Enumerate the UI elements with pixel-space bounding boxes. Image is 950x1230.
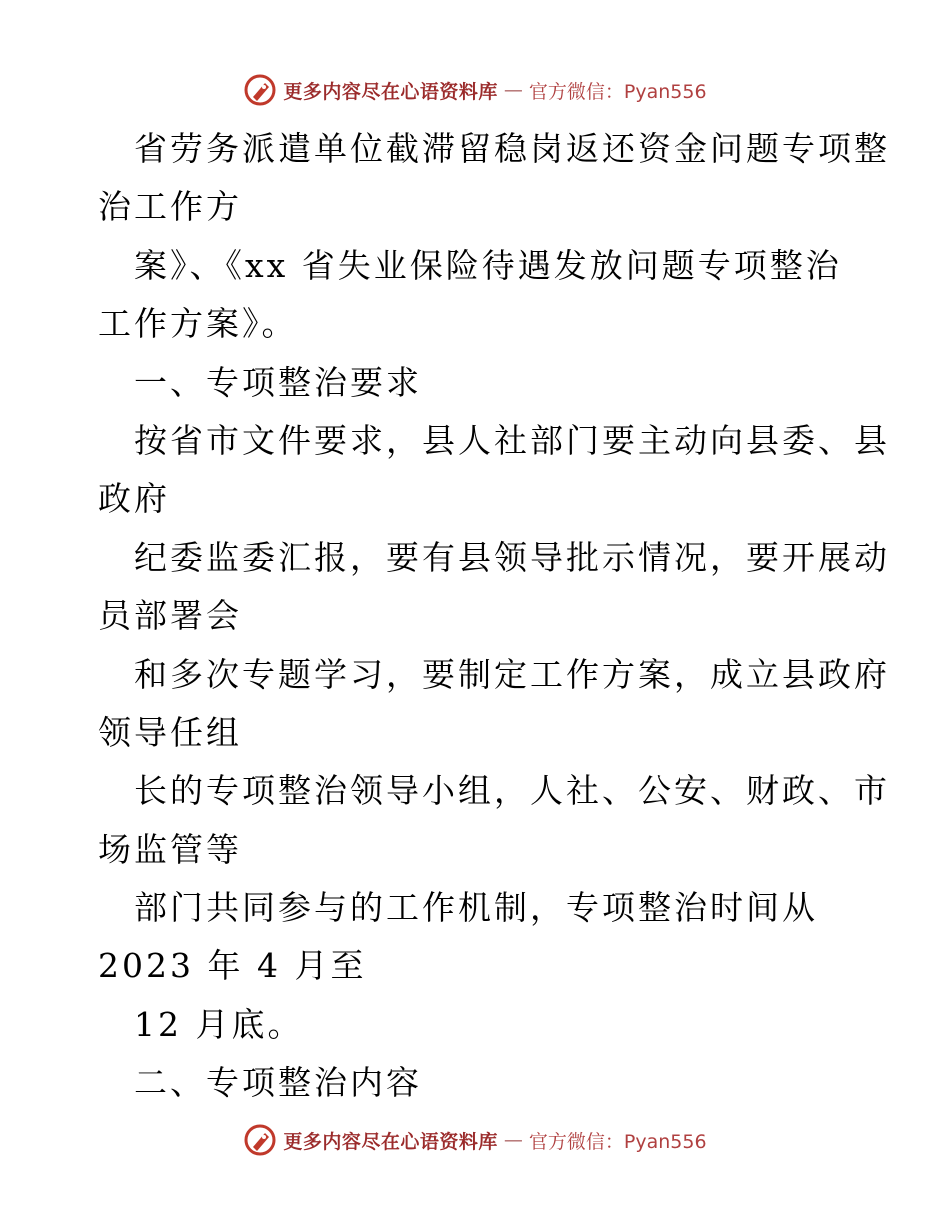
text-line: 省劳务派遣单位截滞留稳岗返还资金问题专项整 (134, 129, 890, 168)
watermark-site-name: 更多内容尽在心语资料库 (283, 1130, 498, 1153)
text-line: 员部署会 (98, 596, 242, 636)
pen-nib-logo-icon (243, 73, 277, 107)
text-line: 长的专项整治领导小组，人社、公安、财政、市 (134, 771, 890, 811)
watermark-site-name: 更多内容尽在心语资料库 (283, 80, 498, 103)
text-line: 场监管等 (98, 829, 242, 869)
header-watermark (0, 70, 950, 110)
text-line: 纪委监委汇报，要有县领导批示情况，要开展动 (134, 537, 890, 577)
text-line: 12 月底。 (134, 1004, 304, 1044)
text-line: 治工作方 (98, 187, 242, 227)
watermark-separator: — (503, 1129, 523, 1151)
text-line: 和多次专题学习，要制定工作方案，成立县政府 (134, 654, 890, 694)
section-heading: 二、专项整治内容 (134, 1063, 422, 1103)
text-line: 2023 年 4 月至 (98, 946, 367, 986)
text-line: 案》、《xx 省失业保险待遇发放问题专项整治 (134, 245, 842, 285)
text-line: 政府 (98, 479, 170, 519)
watermark-separator: — (503, 79, 523, 101)
document-body (98, 120, 890, 1113)
text-line: 领导任组 (98, 712, 242, 752)
section-heading: 一、专项整治要求 (134, 362, 422, 402)
text-line: 工作方案》。 (98, 304, 298, 344)
footer-watermark (0, 1120, 950, 1160)
text-line: 部门共同参与的工作机制，专项整治时间从 (134, 888, 818, 928)
watermark-contact: 官方微信：Pyan556 (528, 80, 707, 103)
watermark-contact: 官方微信：Pyan556 (528, 1130, 707, 1153)
text-line: 按省市文件要求，县人社部门要主动向县委、县 (134, 420, 890, 460)
pen-nib-logo-icon (243, 1123, 277, 1157)
